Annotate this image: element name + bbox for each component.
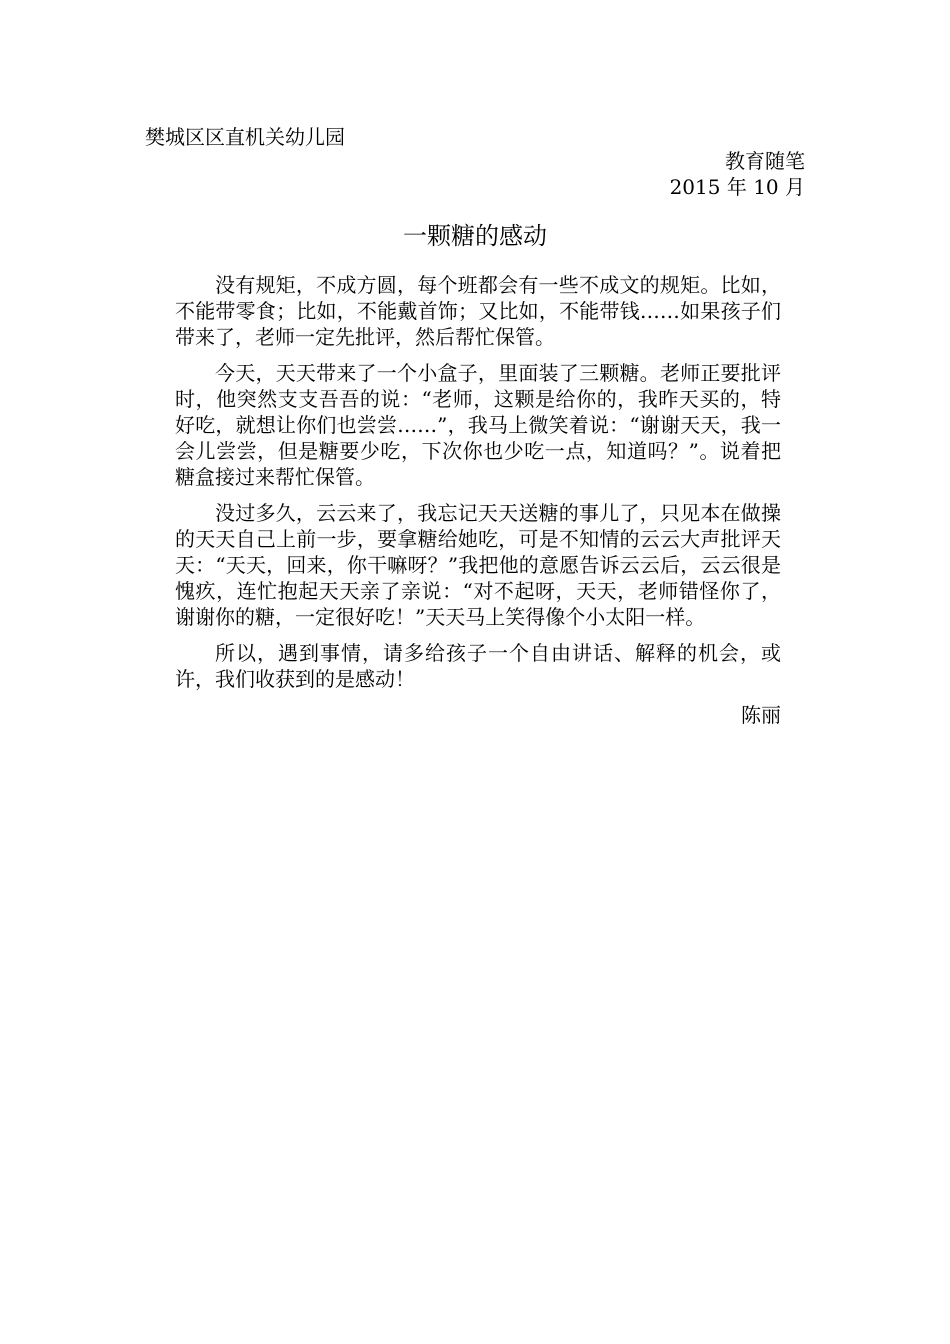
document-category: 教育随笔 [725,149,805,173]
paragraph-3: 没过多久，云云来了，我忘记天天送糖的事儿了，只见本在做操的天天自己上前一步，要拿糖给她吃，可是不知情的云云大声批评天天：“天天，回来，你干嘛呀？”我把他的意愿告诉云云后，云云很是愧疚，连忙抱起天天亲了亲说：“对不起呀，天天，老师错怪你了，谢谢你的糖，一定很好吃！”天天马上笑得像个小太阳一样。 [175,501,781,629]
article-body [175,272,781,728]
organization-name: 樊城区区直机关幼儿园 [145,125,345,149]
paragraph-1: 没有规矩，不成方圆，每个班都会有一些不成文的规矩。比如，不能带零食；比如，不能戴首饰；又比如，不能带钱……如果孩子们带来了，老师一定先批评，然后帮忙保管。 [175,273,781,349]
article-title: 一颗糖的感动 [403,222,547,250]
header-meta [505,148,805,200]
author-signature: 陈丽 [741,703,781,727]
paragraph-4: 所以，遇到事情，请多给孩子一个自由讲话、解释的机会，或许，我们收获到的是感动！ [175,641,781,691]
paragraph-2: 今天，天天带来了一个小盒子，里面装了三颗糖。老师正要批评时，他突然支支吾吾的说：“老师，这颗是给你的，我昨天买的，特好吃，就想让你们也尝尝……”，我马上微笑着说：“谢谢天天，我一会儿尝尝，但是糖要少吃，下次你也少吃一点，知道吗？”。说着把糖盒接过来帮忙保管。 [175,361,781,489]
document-date: 2015 年 10 月 [669,175,805,199]
